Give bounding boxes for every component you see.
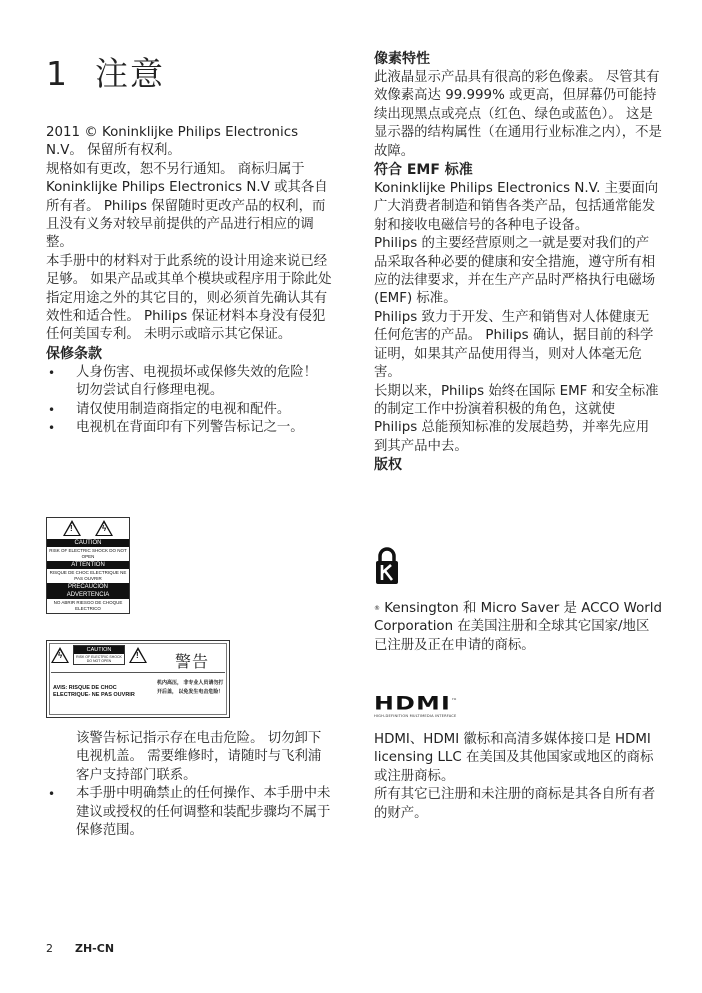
emf-heading: 符合 EMF 标准 <box>374 162 473 179</box>
kensington-section <box>374 600 662 655</box>
list-item: • 人身伤害、电视损坏或保修失效的危险！ 切勿尝试自行修理电视。 <box>46 364 332 401</box>
registered-mark: ® <box>374 605 380 612</box>
avis-text: AVIS: RISQUE DE CHOC ELECTRIQUE- NE PAS OUVRIR <box>53 685 135 698</box>
caution-text: RISK OF ELECTRIC SHOCK DO NOT OPEN <box>49 548 127 559</box>
warning-triangle-icon: ! <box>129 647 147 663</box>
caution-label <box>46 517 130 614</box>
copyright-heading: 版权 <box>374 457 402 474</box>
hdmi-tm: ™ <box>451 698 459 704</box>
language-code: ZH-CN <box>75 942 115 955</box>
precaucion-band: PRECAUCION ADVERTENCIA <box>47 583 129 599</box>
material-paragraph: 本手册中的材料对于此系统的设计用途来说已经足够。 如果产品或其单个模块或程序用于除此处指定用途之外的其它目的，则必须首先确认其有效性和适合性。 Philips 保证材料本身没有侵犯任何美国专利。 未明示或暗示其它保证。 <box>46 253 332 343</box>
hdmi-wordmark: HDMI <box>374 692 452 715</box>
warranty-heading: 保修条款 <box>46 345 102 362</box>
page-footer <box>46 942 114 955</box>
caution-band: CAUTION <box>74 646 124 654</box>
warranty-list <box>46 364 332 438</box>
attention-band: ATTENTION <box>47 561 129 569</box>
emf-paragraph: 长期以来，Philips 始终在国际 EMF 和安全标准的制定工作中扮演着积极的角色，这就使 Philips 总能预知标准的发展趋势，并率先应用到其产品中去。 <box>374 383 659 454</box>
list-item: • 电视机在背面印有下列警告标记之一。 <box>46 419 332 437</box>
kensington-lock-icon <box>374 547 400 585</box>
kensington-paragraph <box>374 600 662 655</box>
copyright-paragraph: 2011 © Koninklijke Philips Electronics N.V。 保留所有权利。 <box>46 125 299 159</box>
emf-paragraph: Philips 的主要经营原则之一就是要对我们的产品采取各种必要的健康和安全措施，遵守所有相应的法律要求，并在生产产品时严格执行电磁场 (EMF) 标准。 <box>374 236 656 307</box>
attention-text: RISQUE DE CHOC ELECTRIQUE NE PAS OUVRIR <box>49 570 127 581</box>
warning-label <box>46 640 230 718</box>
after-label-section <box>46 730 332 840</box>
page-title <box>46 48 165 95</box>
hdmi-logo <box>374 691 464 718</box>
prohibited-list <box>46 785 332 840</box>
lightning-triangle-icon: ϟ <box>51 647 69 663</box>
emf-paragraph: Koninklijke Philips Electronics N.V. 主要面向广大消费者制造和销售各类产品，包括通常能发射和接收电磁信号的各种电子设备。 <box>374 181 659 233</box>
caution-band: CAUTION <box>47 539 129 547</box>
precaucion-text: NO ABRIR RIESGO DE CHOQUE ELECTRICO <box>53 600 123 611</box>
chapter-title: 注意 <box>95 54 165 93</box>
hdmi-paragraph: HDMI、HDMI 徽标和高清多媒体接口是 HDMI licensing LLC 在美国及其他国家或地区的商标或注册商标。 <box>374 732 654 784</box>
caution-text: RISK OF ELECTRIC SHOCK DO NOT OPEN <box>76 655 122 663</box>
lightning-triangle-icon: ϟ <box>95 520 113 536</box>
trademark-paragraph: 所有其它已注册和未注册的商标是其各自所有者的财产。 <box>374 787 656 821</box>
chapter-number: 1 <box>46 54 69 93</box>
pixel-heading: 像素特性 <box>374 51 430 67</box>
page-number: 2 <box>46 942 53 955</box>
list-item: • 请仅使用制造商指定的电视和配件。 <box>46 401 332 419</box>
pixel-paragraph: 此液晶显示产品具有很高的彩色像素。 尽管其有效像素高达 99.999% 或更高，但屏幕仍可能持续出现黑点或亮点（红色、绿色或蓝色）。 这是显示器的结构属性（在通用行业标准之内），不是故障。 <box>374 70 662 159</box>
warning-triangle-icon: ! <box>63 520 81 536</box>
hdmi-section <box>374 731 662 823</box>
kensington-text: Kensington 和 Micro Saver 是 ACCO World Corporation 在美国注册和全球其它国家/地区已注册及正在申请的商标。 <box>374 601 662 653</box>
list-item: • 本手册中明确禁止的任何操作、本手册中未建议或授权的任何调整和装配步骤均不属于保修范围。 <box>46 785 332 840</box>
shock-warning-paragraph: 该警告标记指示存在电击危险。 切勿卸下电视机盖。 需要维修时，请随时与飞利浦客户支持部门联系。 <box>76 731 322 783</box>
hdmi-tagline: HIGH-DEFINITION MULTIMEDIA INTERFACE <box>374 714 457 719</box>
warning-title: 警告 <box>175 654 210 671</box>
emf-paragraph: Philips 致力于开发、生产和销售对人体健康无任何危害的产品。 Philips 确认，据目前的科学证明，如果其产品使用得当，则对人体毫无危害。 <box>374 309 654 381</box>
spec-change-paragraph: 规格如有更改，恕不另行通知。 商标归属于 Koninklijke Philips Electronics N.V 或其各自所有者。 Philips 保留随时更改产品的权利，而且没有义务对较早前提供的产品进行相应的调整。 <box>46 161 328 251</box>
chinese-warning-text: 机内高压， 非专业人员请勿打开后盖， 以免发生电击危险！ <box>157 680 224 695</box>
